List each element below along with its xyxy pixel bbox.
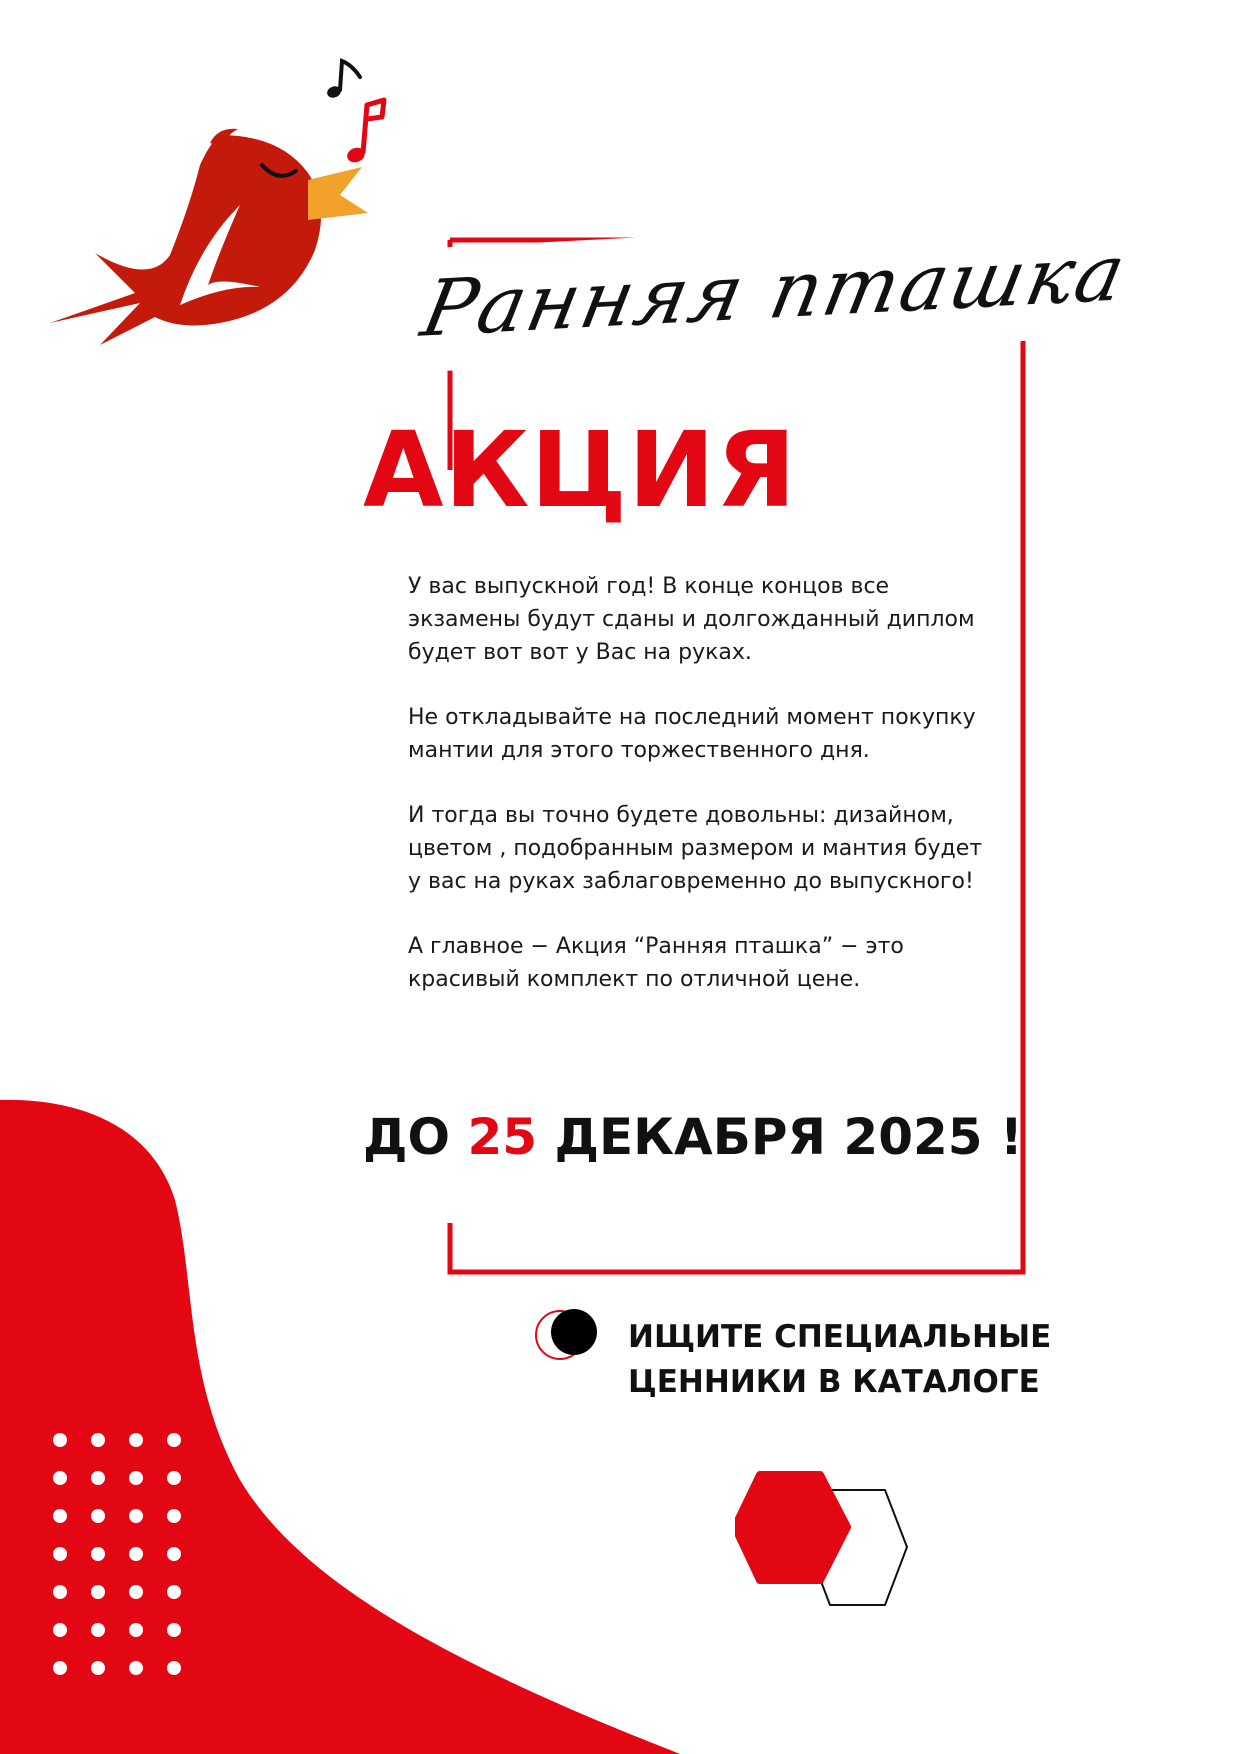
grid-dot xyxy=(91,1547,105,1561)
paragraph: Не откладывайте на последний момент покупку мантии для этого торжественного дня. xyxy=(408,705,976,763)
paragraph: У вас выпускной год! В конце концов все экзамены будут сданы и долгожданный диплом будет вот вот у Вас на руках. xyxy=(408,574,975,665)
grid-dot xyxy=(53,1661,67,1675)
paragraph: А главное − Акция “Ранняя пташка” − это красивый комплект по отличной цене. xyxy=(408,934,904,992)
grid-dot xyxy=(91,1623,105,1637)
grid-dot xyxy=(129,1433,143,1447)
grid-dot xyxy=(53,1547,67,1561)
grid-dot xyxy=(129,1623,143,1637)
grid-dot xyxy=(167,1585,181,1599)
grid-dot xyxy=(53,1509,67,1523)
promo-description xyxy=(408,570,988,1028)
singing-bird-logo xyxy=(40,55,400,400)
grid-dot xyxy=(167,1661,181,1675)
deadline-suffix: ДЕКАБРЯ 2025 ! xyxy=(554,1108,1023,1166)
grid-dot xyxy=(53,1433,67,1447)
double-circle-icon xyxy=(530,1305,610,1365)
grid-dot xyxy=(53,1623,67,1637)
dot-grid xyxy=(48,1428,198,1688)
music-note-icon xyxy=(326,61,360,100)
grid-dot xyxy=(129,1509,143,1523)
grid-dot xyxy=(53,1585,67,1599)
catalog-note xyxy=(628,1315,1068,1405)
promo-title: АКЦИЯ xyxy=(363,409,798,531)
red-music-note-icon xyxy=(345,100,384,165)
grid-dot xyxy=(53,1471,67,1485)
grid-dot xyxy=(129,1585,143,1599)
grid-dot xyxy=(167,1471,181,1485)
grid-dot xyxy=(91,1509,105,1523)
grid-dot xyxy=(129,1547,143,1561)
hexagon-pair xyxy=(735,1465,910,1615)
grid-dot xyxy=(167,1547,181,1561)
grid-dot xyxy=(167,1623,181,1637)
grid-dot xyxy=(167,1433,181,1447)
grid-dot xyxy=(129,1661,143,1675)
grid-dot xyxy=(91,1433,105,1447)
catalog-note-line: ИЩИТЕ СПЕЦИАЛЬНЫЕ xyxy=(628,1319,1052,1355)
grid-dot xyxy=(91,1585,105,1599)
grid-dot xyxy=(129,1471,143,1485)
paragraph: И тогда вы точно будете довольны: дизайном, цветом , подобранным размером и мантия будет у вас на руках заблаговременно до выпускного! xyxy=(408,803,983,894)
catalog-note-line: ЦЕННИКИ В КАТАЛОГЕ xyxy=(628,1364,1040,1400)
deadline-prefix: ДО xyxy=(363,1108,451,1166)
grid-dot xyxy=(167,1509,181,1523)
grid-dot xyxy=(91,1471,105,1485)
grid-dot xyxy=(91,1661,105,1675)
script-title: Ранняя пташка xyxy=(405,213,1103,373)
deadline-day: 25 xyxy=(467,1108,538,1166)
deadline xyxy=(363,1102,1023,1172)
